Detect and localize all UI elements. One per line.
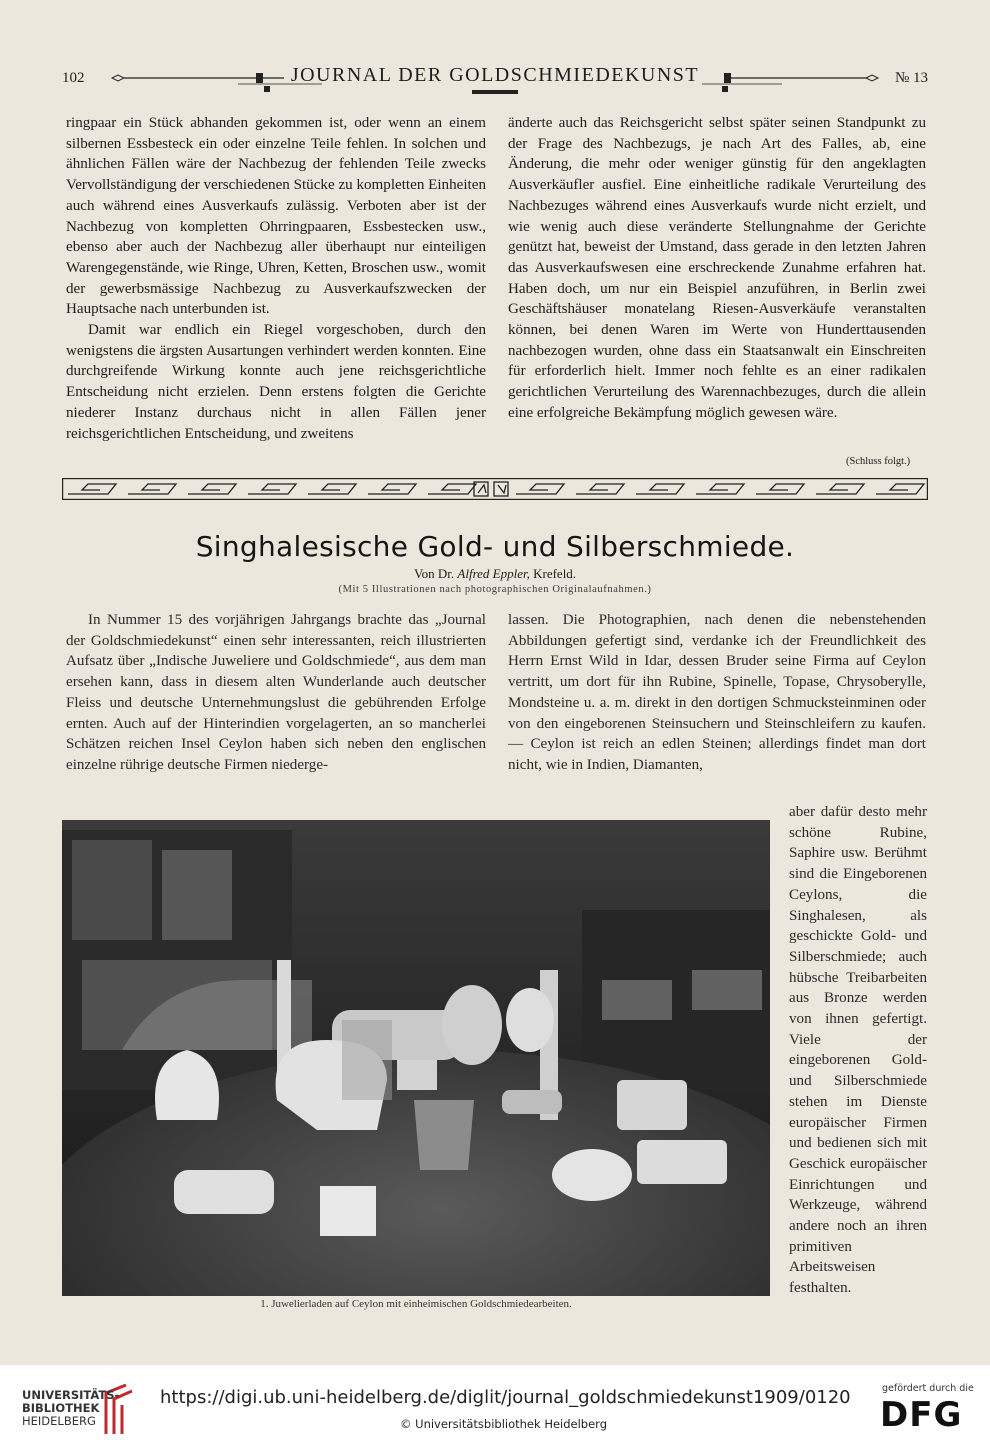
running-header xyxy=(62,64,928,98)
digitization-footer xyxy=(0,1365,990,1445)
ornamental-divider xyxy=(62,478,928,500)
article-title: Singhalesische Gold- und Silberschmiede. xyxy=(195,530,795,563)
byline-place: Krefeld. xyxy=(529,566,577,581)
continued-note: (Schluss folgt.) xyxy=(846,456,911,467)
article-column-left xyxy=(66,610,486,776)
page-number: 102 xyxy=(62,70,85,86)
article-column-right xyxy=(508,610,926,776)
library-line-3: HEIDELBERG xyxy=(22,1414,96,1428)
article-byline xyxy=(0,566,990,582)
illustration-note: (Mit 5 Illustrationen nach photographischen Originalaufnahmen.) xyxy=(338,584,652,595)
journal-title: JOURNAL DER GOLDSCHMIEDEKUNST xyxy=(290,64,700,86)
library-line-1: UNIVERSITÄTS- xyxy=(22,1388,120,1402)
source-url-link[interactable]: https://digi.ub.uni-heidelberg.de/diglit/journal_goldschmiedekunst1909/0120 xyxy=(160,1387,851,1408)
byline-prefix: Von Dr. xyxy=(413,566,458,581)
paragraph: ringpaar ein Stück abhanden gekommen ist, oder wenn an einem silbernen Essbesteck ein oder einzelne Teile fehlen. In solchen und ähnlichen Fällen wäre der Nachbezug der fehlenden Teile zwecks Vervollständigung der verschiedenen Stücke zu kompletten Einheiten auch während eines Ausverkaufs zulässig. Verboten aber ist der Nachbezug von kompletten Ohrringpaaren, Essbestecken usw., ebenso aber auch der Nachbezug aller überhaupt nur einteiligen Warengegenstände, wie Ringe, Uhren, Ketten, Broschen usw., womit der gewerbsmässige Nachbezug zu Ausverkaufszwecken der Hauptsache nach unterbunden ist. xyxy=(66,115,486,318)
funding-note: gefördert durch die xyxy=(882,1383,974,1394)
paragraph: änderte auch das Reichsgericht selbst später seinen Standpunkt zu der Frage des Nachbezugs, je nach Art des Falles, ab, eine Änderung, die mehr oder weniger günstig für den angeklagten Ausverkäufler ausfiel. Eine einheitliche radikale Verurteilung des Nachbezuges während eines Ausverkaufs wurde nicht erzielt, und wie wenig auch diese veränderte Stellungnahme der Gerichte genützt hat, beweist der Umstand, dass gerade in den letzten Jahren das Ausverkaufswesen eine erschreckende Zunahme erfahren hat. Haben doch, um nur ein Beispiel anzuführen, in Berlin zwei Geschäftshäuser monatelang Riesen-Ausverkäufe veranstalten können, bei denen Waren im Werte von Hunderttausenden nachbezogen wurden, ohne dass ein Staatsanwalt ein Einschreiten für erforderlich hielt. Immer noch fehlte es an einer radikalen gerichtlichen Verurteilung des Warennachbezuges, durch die allein eine erfolgreiche Bekämpfung möglich gewesen wäre. xyxy=(508,115,926,421)
photo-illustration xyxy=(62,820,770,1296)
issue-number: № 13 xyxy=(894,70,928,86)
author-name: Alfred Eppler, xyxy=(457,566,530,581)
dfg-logo: DFG xyxy=(880,1395,963,1435)
paragraph: aber dafür desto mehr schöne Rubine, Saphire usw. Berühmt sind die Eingeborenen Ceylons, die Singhalesen, als geschickte Gold- und Silberschmiede; auch hübsche Treibarbeiten aus Bronze werden von ihnen gefertigt. Viele der eingeborenen Gold- und Silberschmiede stehen im Dienste europäischer Firmen und bedienen sich mit Geschick europäischer Einrichtungen und Werkzeuge, während andere noch an ihren primitiven Arbeitsweisen festhalten. xyxy=(789,804,927,1297)
paragraph: lassen. Die Photographien, nach denen die nebenstehenden Abbildungen gefertigt sind, verdanke ich der Freundlichkeit des Herrn Ernst Wild in Idar, dessen Bruder seine Firma auf Ceylon vertritt, um dort für ihn Rubine, Spinelle, Topase, Chrysoberylle, Mondsteine u. a. m. direkt in den dortigen Schmucksteinminen oder von den eingeborenen Steinsuchern und Steinschleifern zu kaufen. — Ceylon ist reich an edlen Steinen; allerdings findet man dort nicht, wie in Indien, Diamanten, xyxy=(508,612,926,773)
article-column-narrow xyxy=(789,802,927,1299)
paragraph: Damit war endlich ein Riegel vorgeschoben, durch den wenigstens die ärgsten Ausartungen verhindert werden konnten. Eine durchgreifende Wirkung konnte auch jene reichsgerichtliche Entscheidung nicht erzielen. Denn erstens folgten die Gerichte niederer Instanz durchaus nicht in allen Fällen jener reichsgerichtlichen Entscheidung, und zweitens xyxy=(66,322,486,442)
photo-caption: 1. Juwelierladen auf Ceylon mit einheimischen Goldschmiedearbeiten. xyxy=(260,1298,572,1310)
library-name xyxy=(22,1389,119,1428)
jeweller-shop-photo xyxy=(62,820,770,1296)
paragraph: In Nummer 15 des vorjährigen Jahrgangs brachte das „Journal der Goldschmiedekunst“ einen sehr interessanten, reich illustrierten Aufsatz über „Indische Juweliere und Goldschmiede“, aus dem man ersehen kann, dass in diesem alten Wunderlande auch deutscher Fleiss und deutsche Unternehmungslust die gebührenden Erfolge ernten. Auch auf der Hinterindien vorgelagerten, an so mancherlei Schätzen reichen Insel Ceylon haben sich neben den englischen einzelne rührige deutsche Firmen niederge- xyxy=(66,612,486,773)
continued-column-left xyxy=(66,113,486,444)
continued-column-right xyxy=(508,113,926,424)
library-line-2: BIBLIOTHEK xyxy=(22,1401,100,1415)
copyright-notice: © Universitätsbibliothek Heidelberg xyxy=(400,1417,608,1431)
